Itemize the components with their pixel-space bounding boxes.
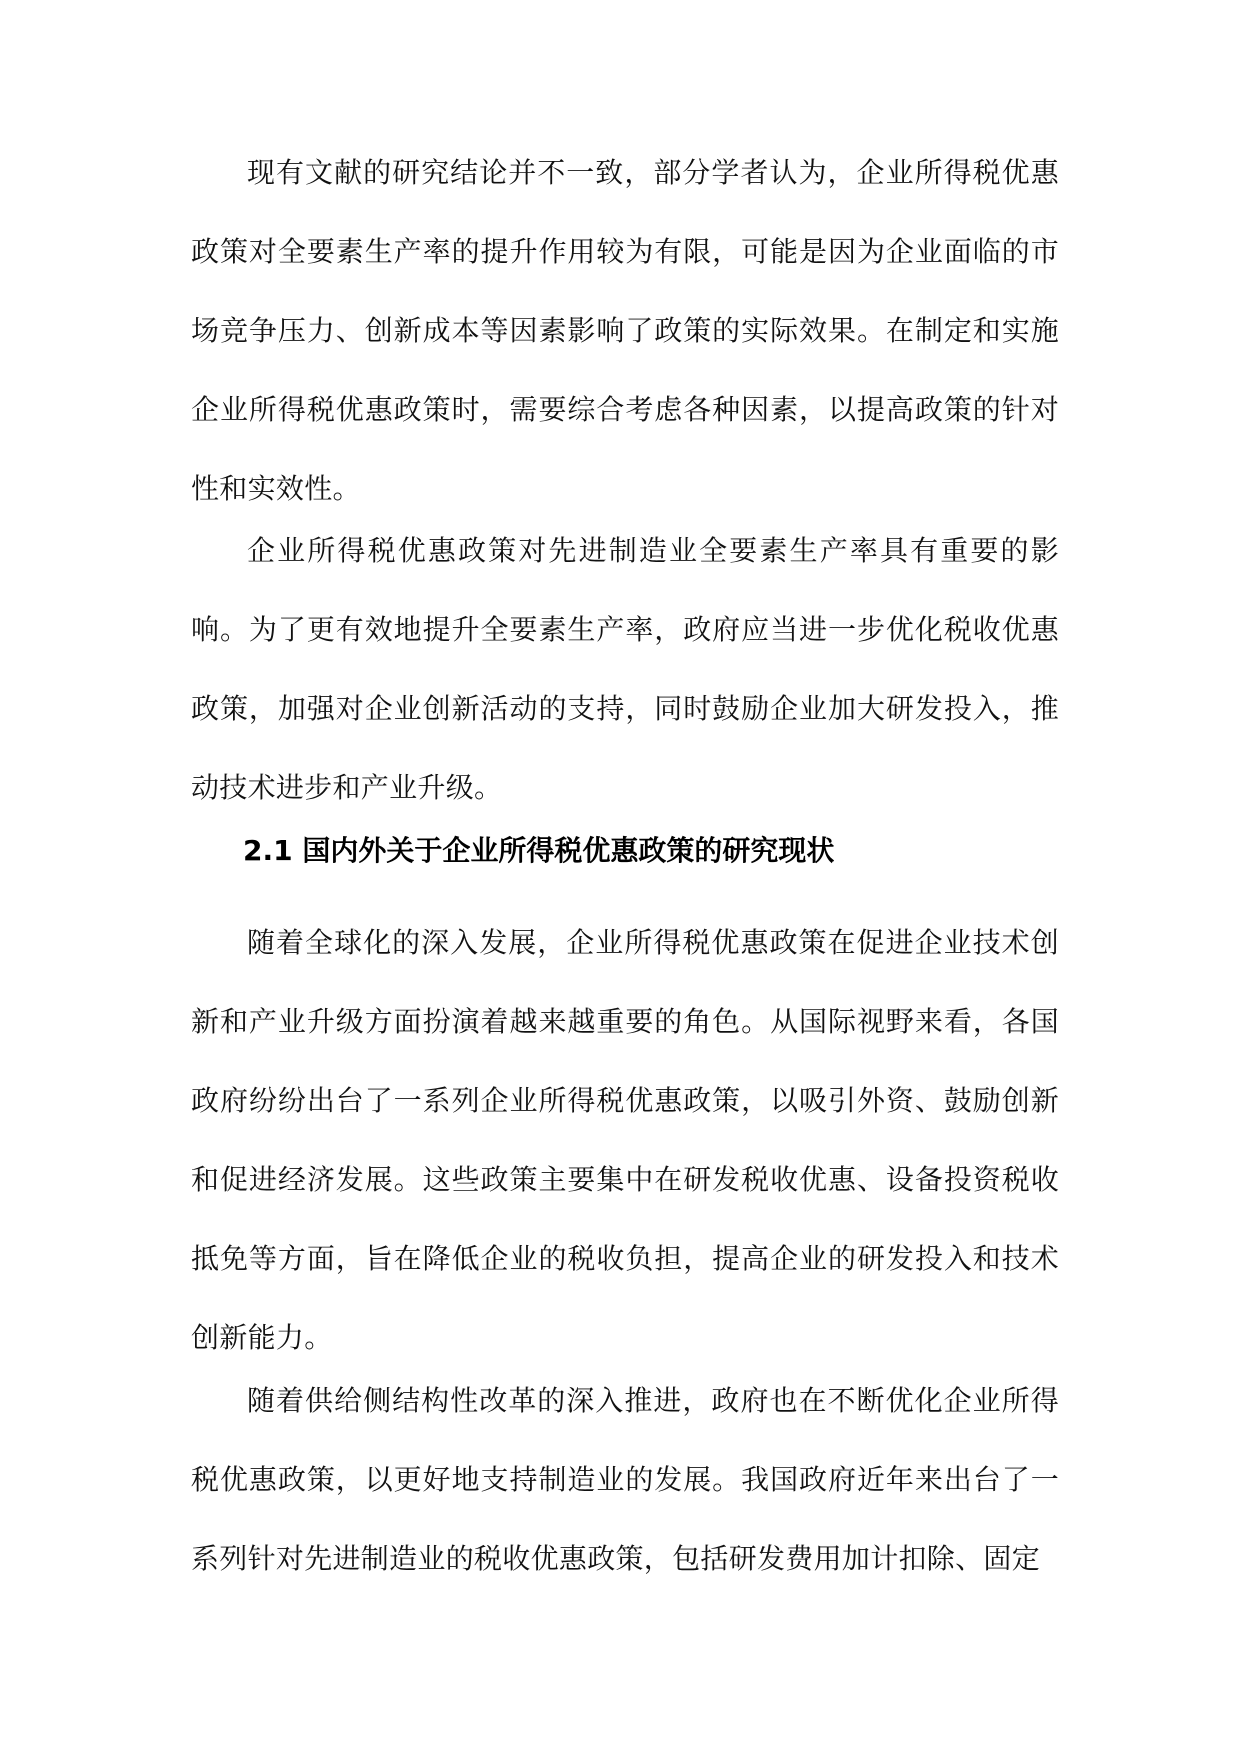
section-heading: 2.1 国内外关于企业所得税优惠政策的研究现状 <box>243 834 835 867</box>
paragraph: 现有文献的研究结论并不一致，部分学者认为，企业所得税优惠政策对全要素生产率的提升作用较为有限，可能是因为企业面临的市场竞争压力、创新成本等因素影响了政策的实际效果。在制定和实施企业所得税优惠政策时，需要综合考虑各种因素，以提高政策的针对性和实效性。 <box>191 156 1059 505</box>
paragraph: 企业所得税优惠政策对先进制造业全要素生产率具有重要的影响。为了更有效地提升全要素生产率，政府应当进一步优化税收优惠政策，加强对企业创新活动的支持，同时鼓励企业加大研发投入，推动技术进步和产业升级。 <box>191 534 1059 804</box>
paragraph: 随着全球化的深入发展，企业所得税优惠政策在促进企业技术创新和产业升级方面扮演着越来越重要的角色。从国际视野来看，各国政府纷纷出台了一系列企业所得税优惠政策，以吸引外资、鼓励创新和促进经济发展。这些政策主要集中在研发税收优惠、设备投资税收抵免等方面，旨在降低企业的税收负担，提高企业的研发投入和技术创新能力。 <box>191 926 1059 1354</box>
paragraph: 随着供给侧结构性改革的深入推进，政府也在不断优化企业所得税优惠政策，以更好地支持制造业的发展。我国政府近年来出台了一系列针对先进制造业的税收优惠政策，包括研发费用加计扣除、固定 <box>191 1384 1059 1575</box>
